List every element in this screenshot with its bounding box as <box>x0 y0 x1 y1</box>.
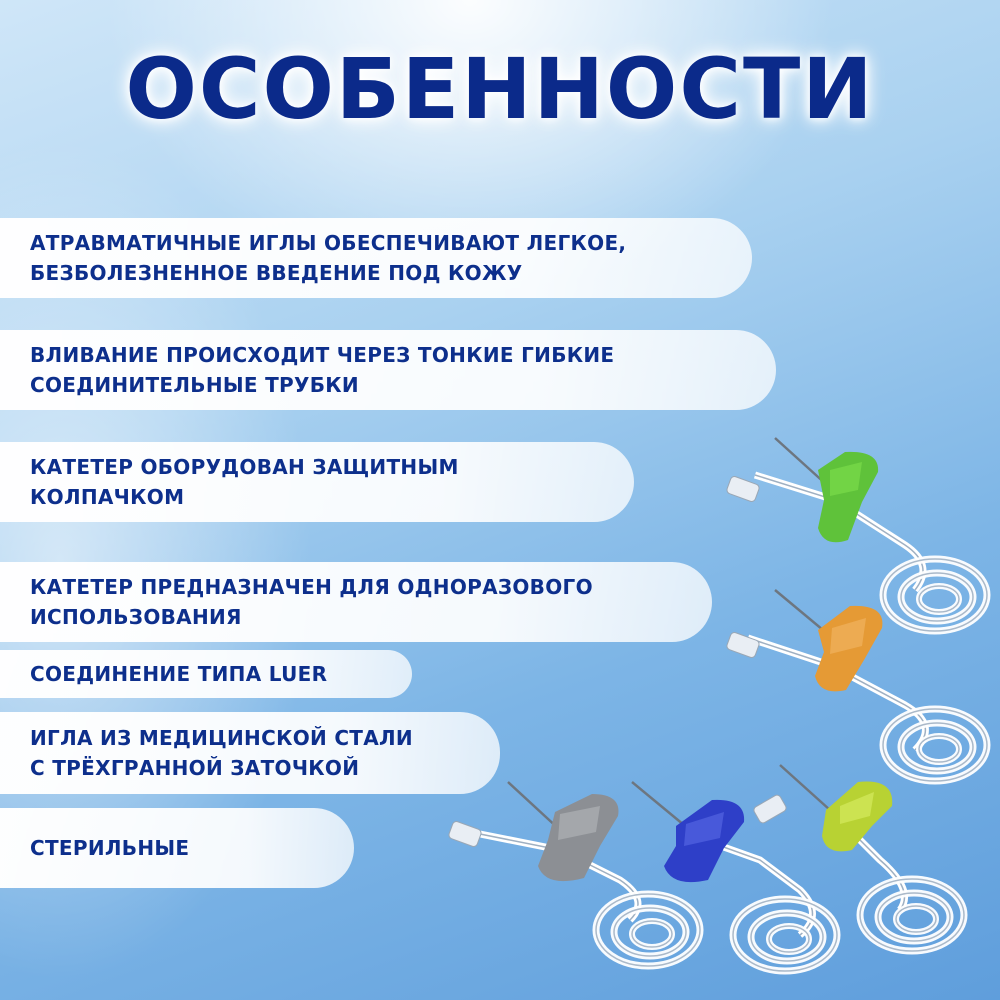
feature-text: КАТЕТЕР ОБОРУДОВАН ЗАЩИТНЫМ КОЛПАЧКОМ <box>30 455 459 509</box>
butterfly-needle-gray <box>448 782 700 966</box>
feature-text: ИГЛА ИЗ МЕДИЦИНСКОЙ СТАЛИ С ТРЁХГРАННОЙ ЗАТОЧКОЙ <box>30 726 413 780</box>
feature-text: АТРАВМАТИЧНЫЕ ИГЛЫ ОБЕСПЕЧИВАЮТ ЛЕГКОЕ, БЕЗБОЛЕЗНЕННОЕ ВВЕДЕНИЕ ПОД КОЖУ <box>30 231 627 285</box>
feature-text: КАТЕТЕР ПРЕДНАЗНАЧЕН ДЛЯ ОДНОРАЗОВОГО ИСПОЛЬЗОВАНИЯ <box>30 575 593 629</box>
gray-wing-shape <box>538 794 618 881</box>
green-wing-shape <box>818 452 878 542</box>
feature-text: СОЕДИНЕНИЕ ТИПА LUER <box>30 662 328 686</box>
feature-text: СТЕРИЛЬНЫЕ <box>30 836 190 860</box>
feature-text: ВЛИВАНИЕ ПРОИСХОДИТ ЧЕРЕЗ ТОНКИЕ ГИБКИЕ СОЕДИНИТЕЛЬНЫЕ ТРУБКИ <box>30 343 615 397</box>
butterfly-needle-green <box>726 438 987 631</box>
page-title: ОСОБЕННОСТИ <box>125 40 875 138</box>
